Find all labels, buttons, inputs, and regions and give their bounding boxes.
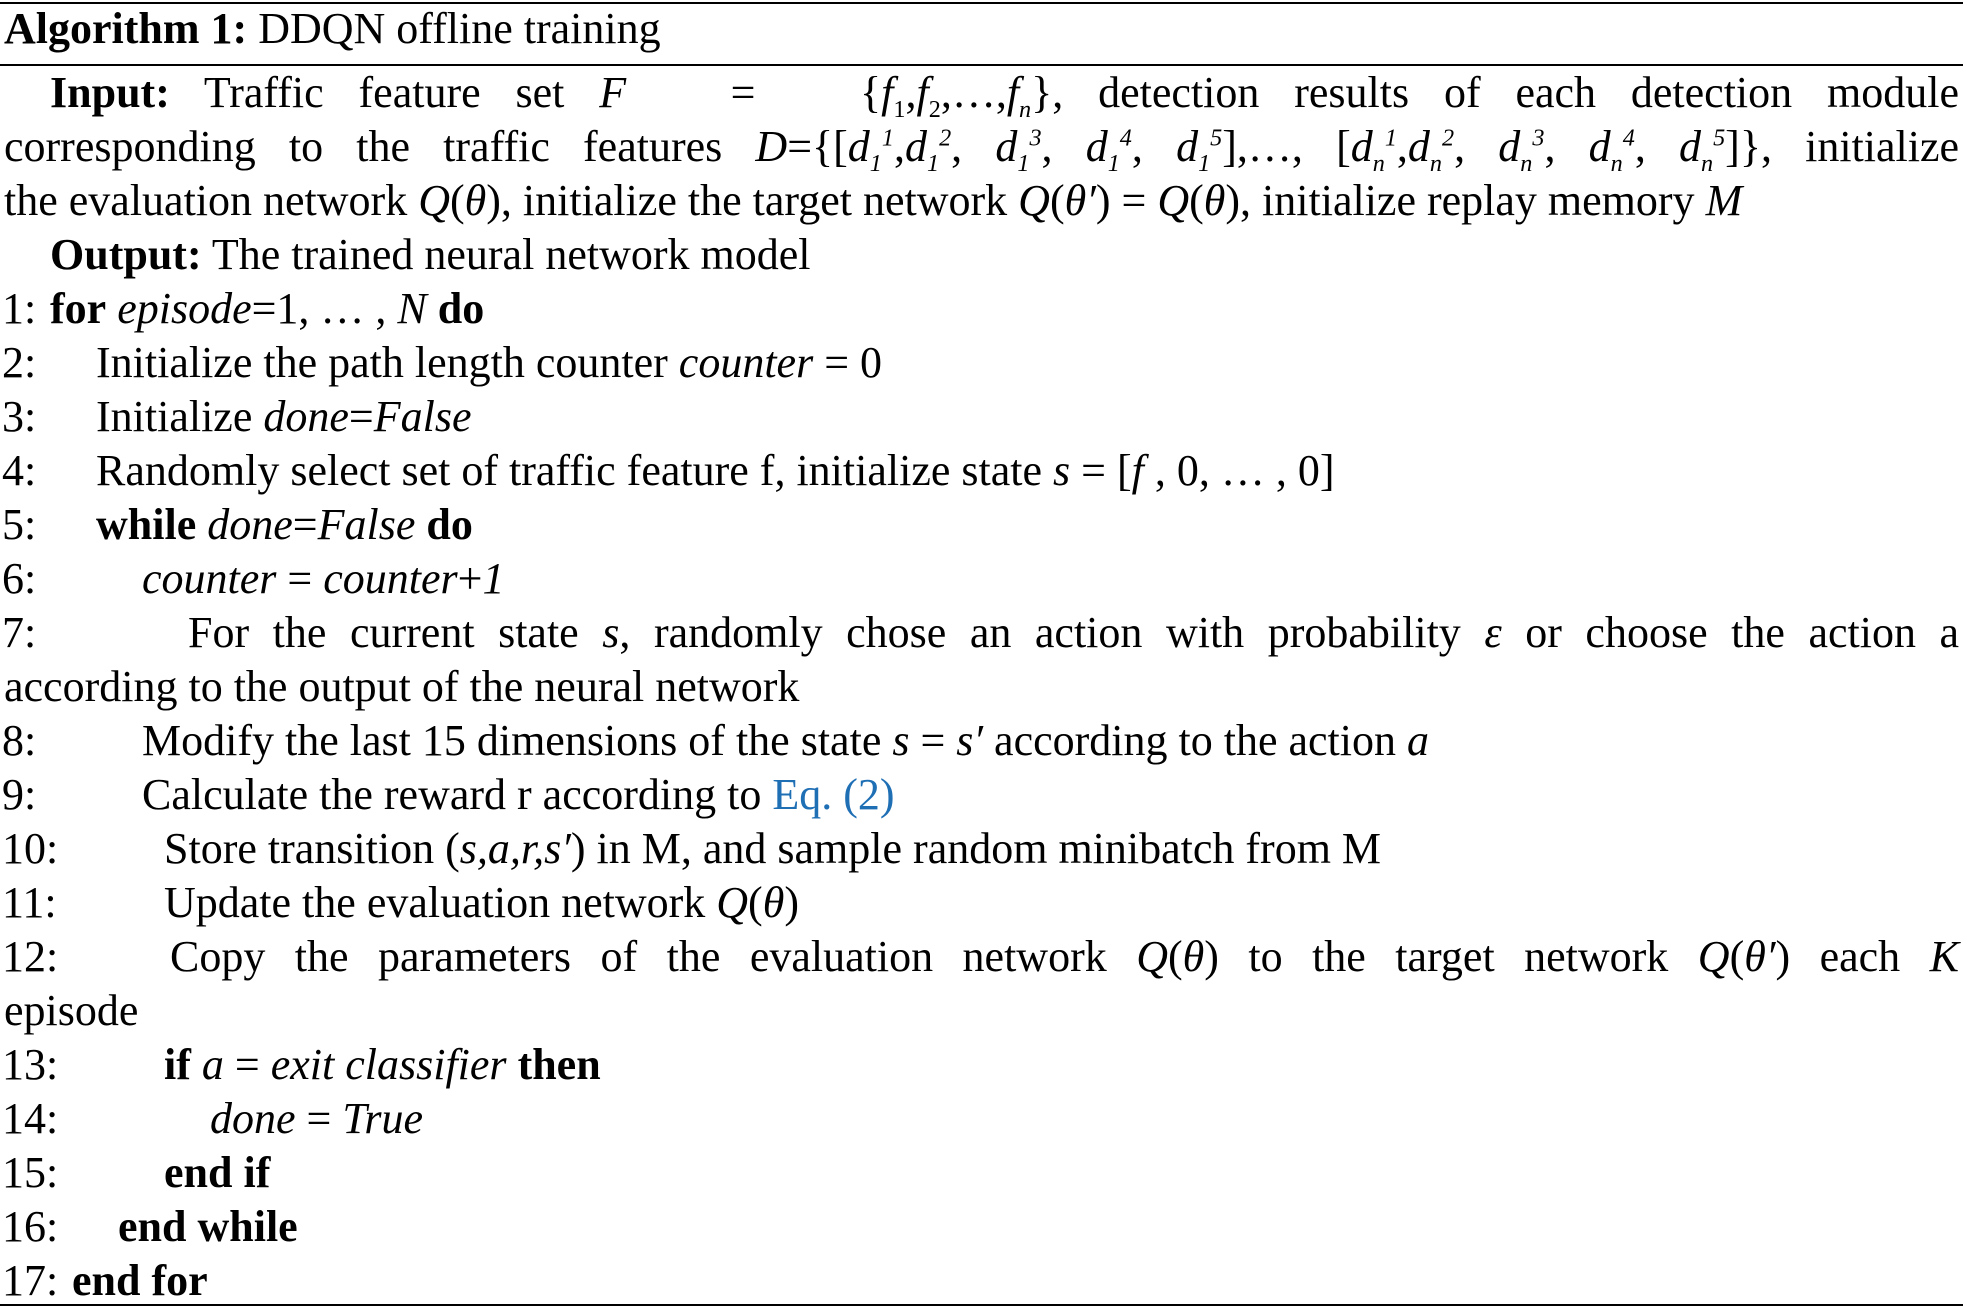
input-label: Input:	[50, 68, 170, 117]
input-line-3: the evaluation network Q(θ), initialize the target network Q(θ′) = Q(θ), initialize replay memory M	[4, 176, 1743, 225]
output-label: Output:	[50, 230, 202, 279]
output-text: The trained neural network model	[211, 230, 811, 279]
input-line-2: corresponding to the traffic features $D=\{[d_1^1,d_1^2$, $d_1^3$, $d_1^4$, $d_1^5],\dots$, [$d_n^1,d_n^2$, $d_n^3$, $d_n^4$, $d_n^5$]}, initialize	[4, 122, 1960, 177]
bottom-rule	[0, 1304, 1963, 1306]
caption-label: Algorithm 1:	[4, 4, 248, 53]
algorithm-caption	[4, 2, 1963, 56]
input-line-1: Input: Traffic feature set $F = \{f_1,f_2,\dots,f_n\}$, detection results of each detection module	[50, 68, 1959, 123]
algo-line-12-cont: episode	[4, 986, 139, 1035]
equation-link[interactable]: Eq. (2)	[772, 770, 895, 819]
caption-title: DDQN offline training	[258, 4, 661, 53]
output-line	[50, 228, 1963, 282]
algo-line-7-cont: according to the output of the neural network	[4, 662, 800, 711]
